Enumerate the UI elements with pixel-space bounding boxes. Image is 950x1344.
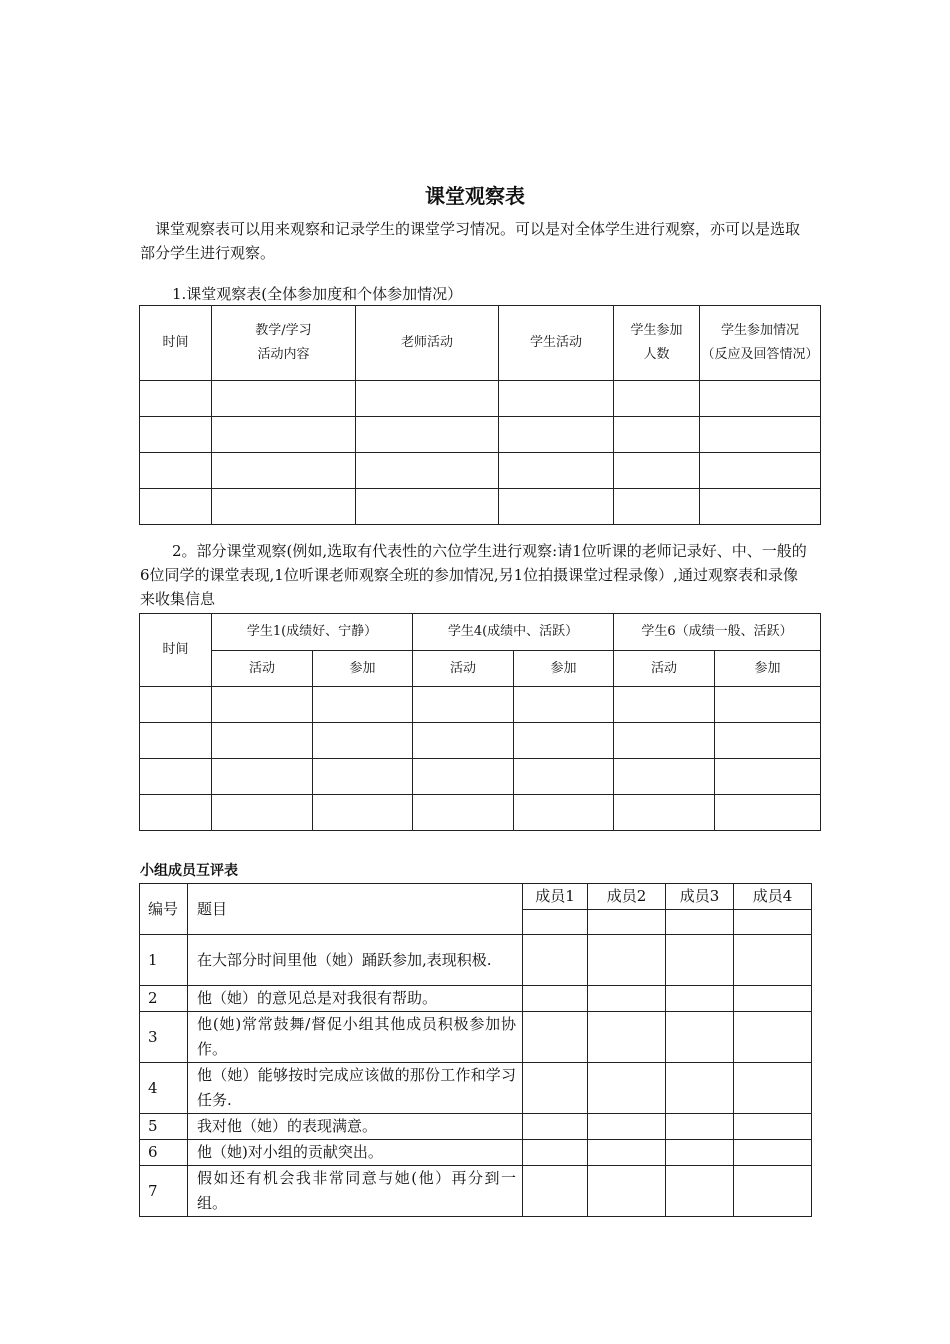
score-cell[interactable]: [666, 1140, 734, 1166]
row-number: 5: [140, 1114, 188, 1140]
table2-cell[interactable]: [614, 723, 715, 759]
question-header: 题目: [188, 884, 523, 935]
table2-cell[interactable]: [313, 723, 413, 759]
score-cell[interactable]: [734, 1114, 812, 1140]
row-number: 3: [140, 1012, 188, 1063]
intro-paragraph: 课堂观察表可以用来观察和记录学生的课堂学习情况。可以是对全体学生进行观察，亦可以是选取部分学生进行观察。: [140, 220, 801, 262]
table1-cell[interactable]: [700, 453, 821, 489]
sub-header-cell: 参加: [313, 651, 413, 687]
table-row: [140, 1140, 812, 1166]
row-question: 他（她）的意见总是对我很有帮助。: [188, 986, 523, 1012]
table2-cell[interactable]: [413, 759, 514, 795]
table2-cell[interactable]: [715, 795, 821, 831]
table1-cell[interactable]: [614, 453, 700, 489]
score-cell[interactable]: [523, 910, 588, 935]
sub-header-cell: 活动: [413, 651, 514, 687]
table2-cell[interactable]: [313, 759, 413, 795]
table-row: [140, 723, 821, 759]
score-cell[interactable]: [523, 935, 588, 986]
page-title: 课堂观察表: [425, 184, 525, 208]
row-number: 4: [140, 1063, 188, 1114]
table1-cell[interactable]: [212, 453, 356, 489]
sub-header-cell: 活动: [614, 651, 715, 687]
table2-cell[interactable]: [514, 759, 614, 795]
table1-cell[interactable]: [700, 417, 821, 453]
member-header: 成员3: [666, 884, 734, 910]
table-row: [140, 1166, 812, 1217]
section1-heading: 1.课堂观察表(全体参加度和个体参加情况）: [172, 285, 463, 303]
table1-cell[interactable]: [356, 489, 499, 525]
member-header: 成员1: [523, 884, 588, 910]
table1-cell[interactable]: [499, 381, 614, 417]
table-row: [140, 1114, 812, 1140]
table2-cell[interactable]: [212, 759, 313, 795]
table1-cell[interactable]: [700, 381, 821, 417]
table1-cell[interactable]: [212, 417, 356, 453]
table2-cell[interactable]: [212, 687, 313, 723]
table-row: [140, 489, 821, 525]
time-header: 时间: [140, 614, 212, 687]
table2-cell[interactable]: [140, 687, 212, 723]
score-cell[interactable]: [666, 935, 734, 986]
member-header: 成员2: [588, 884, 666, 910]
group-header: 学生1(成绩好、宁静）: [212, 614, 413, 651]
observation-table-2: [139, 613, 821, 831]
table-row: [140, 1063, 812, 1114]
table-row: [140, 687, 821, 723]
score-cell[interactable]: [734, 1166, 812, 1217]
table1-cell[interactable]: [614, 417, 700, 453]
score-cell[interactable]: [734, 986, 812, 1012]
table-row: [140, 986, 812, 1012]
table2-cell[interactable]: [715, 759, 821, 795]
table-row: [140, 759, 821, 795]
table1-cell[interactable]: [356, 453, 499, 489]
table1-cell[interactable]: [140, 489, 212, 525]
table1-cell[interactable]: [614, 381, 700, 417]
row-question: 他(她)常常鼓舞/督促小组其他成员积极参加协作。: [188, 1012, 523, 1063]
score-cell[interactable]: [734, 1012, 812, 1063]
row-number: 6: [140, 1140, 188, 1166]
table1-cell[interactable]: [499, 417, 614, 453]
score-cell[interactable]: [666, 986, 734, 1012]
table2-cell[interactable]: [514, 723, 614, 759]
section3-heading: 小组成员互评表: [140, 863, 238, 879]
table2-cell[interactable]: [413, 687, 514, 723]
index-header: 编号: [140, 884, 188, 935]
table2-cell[interactable]: [715, 723, 821, 759]
row-number: 1: [140, 935, 188, 986]
score-cell[interactable]: [588, 1114, 666, 1140]
table1-cell[interactable]: [212, 489, 356, 525]
score-cell[interactable]: [588, 1012, 666, 1063]
table2-cell[interactable]: [514, 795, 614, 831]
table2-cell[interactable]: [715, 687, 821, 723]
observation-table-1: [139, 305, 821, 525]
table1-header-cell: 时间: [140, 306, 212, 381]
row-number: 7: [140, 1166, 188, 1217]
row-question: 他（她)对小组的贡献突出。: [188, 1140, 523, 1166]
table1-cell[interactable]: [499, 489, 614, 525]
table1-cell[interactable]: [356, 381, 499, 417]
table1-header-cell: 学生活动: [499, 306, 614, 381]
score-cell[interactable]: [734, 935, 812, 986]
score-cell[interactable]: [666, 1114, 734, 1140]
table1-cell[interactable]: [140, 381, 212, 417]
table2-cell[interactable]: [313, 687, 413, 723]
table1-cell[interactable]: [140, 453, 212, 489]
table1-cell[interactable]: [614, 489, 700, 525]
row-question: 在大部分时间里他（她）踊跃参加,表现积极.: [188, 935, 523, 986]
score-cell[interactable]: [588, 1063, 666, 1114]
score-cell[interactable]: [523, 1063, 588, 1114]
table-row: [140, 1012, 812, 1063]
score-cell[interactable]: [666, 1166, 734, 1217]
table1-cell[interactable]: [140, 417, 212, 453]
table2-cell[interactable]: [212, 723, 313, 759]
score-cell[interactable]: [666, 910, 734, 935]
table-row: [140, 795, 821, 831]
table2-cell[interactable]: [313, 795, 413, 831]
table1-header-cell: 教学/学习 活动内容: [212, 306, 356, 381]
group-header: 学生4(成绩中、活跃）: [413, 614, 614, 651]
score-cell[interactable]: [523, 1012, 588, 1063]
table-row: [140, 381, 821, 417]
table2-cell[interactable]: [212, 795, 313, 831]
score-cell[interactable]: [523, 1140, 588, 1166]
sub-header-cell: 活动: [212, 651, 313, 687]
table-row: [140, 453, 821, 489]
score-cell[interactable]: [588, 1140, 666, 1166]
section2-heading: 2。部分课堂观察(例如,选取有代表性的六位学生进行观察:请1位听课的老师记录好、中、一般的6位同学的课堂表现,1位听课老师观察全班的参加情况,另1位拍摄课堂过程录像）,通过观察表和录像来收集信息: [140, 542, 807, 608]
score-cell[interactable]: [523, 986, 588, 1012]
score-cell[interactable]: [588, 1166, 666, 1217]
score-cell[interactable]: [734, 1063, 812, 1114]
score-cell[interactable]: [734, 910, 812, 935]
table2-cell[interactable]: [514, 687, 614, 723]
score-cell[interactable]: [734, 1140, 812, 1166]
table2-cell[interactable]: [614, 795, 715, 831]
score-cell[interactable]: [588, 935, 666, 986]
score-cell[interactable]: [666, 1063, 734, 1114]
table1-cell[interactable]: [356, 417, 499, 453]
row-question: 他（她）能够按时完成应该做的那份工作和学习任务.: [188, 1063, 523, 1114]
table2-cell[interactable]: [413, 795, 514, 831]
score-cell[interactable]: [523, 1114, 588, 1140]
table2-cell[interactable]: [614, 759, 715, 795]
score-cell[interactable]: [523, 1166, 588, 1217]
table1-cell[interactable]: [499, 453, 614, 489]
row-number: 2: [140, 986, 188, 1012]
table2-cell[interactable]: [614, 687, 715, 723]
table1-cell[interactable]: [700, 489, 821, 525]
row-question: 假如还有机会我非常同意与她(他）再分到一组。: [188, 1166, 523, 1217]
table2-cell[interactable]: [140, 759, 212, 795]
table1-cell[interactable]: [212, 381, 356, 417]
table2-cell[interactable]: [140, 723, 212, 759]
group-header: 学生6（成绩一般、活跃）: [614, 614, 821, 651]
sub-header-cell: 参加: [715, 651, 821, 687]
table1-header-cell: 老师活动: [356, 306, 499, 381]
row-question: 我对他（她）的表现满意。: [188, 1114, 523, 1140]
table1-header-cell: 学生参加 人数: [614, 306, 700, 381]
table1-header-cell: 学生参加情况 （反应及回答情况）: [700, 306, 821, 381]
sub-header-cell: 参加: [514, 651, 614, 687]
table-row: [140, 935, 812, 986]
score-cell[interactable]: [588, 910, 666, 935]
table2-cell[interactable]: [413, 723, 514, 759]
peer-evaluation-table: [139, 883, 812, 1217]
score-cell[interactable]: [588, 986, 666, 1012]
table2-cell[interactable]: [140, 795, 212, 831]
table-row: [140, 417, 821, 453]
member-header: 成员4: [734, 884, 812, 910]
score-cell[interactable]: [666, 1012, 734, 1063]
